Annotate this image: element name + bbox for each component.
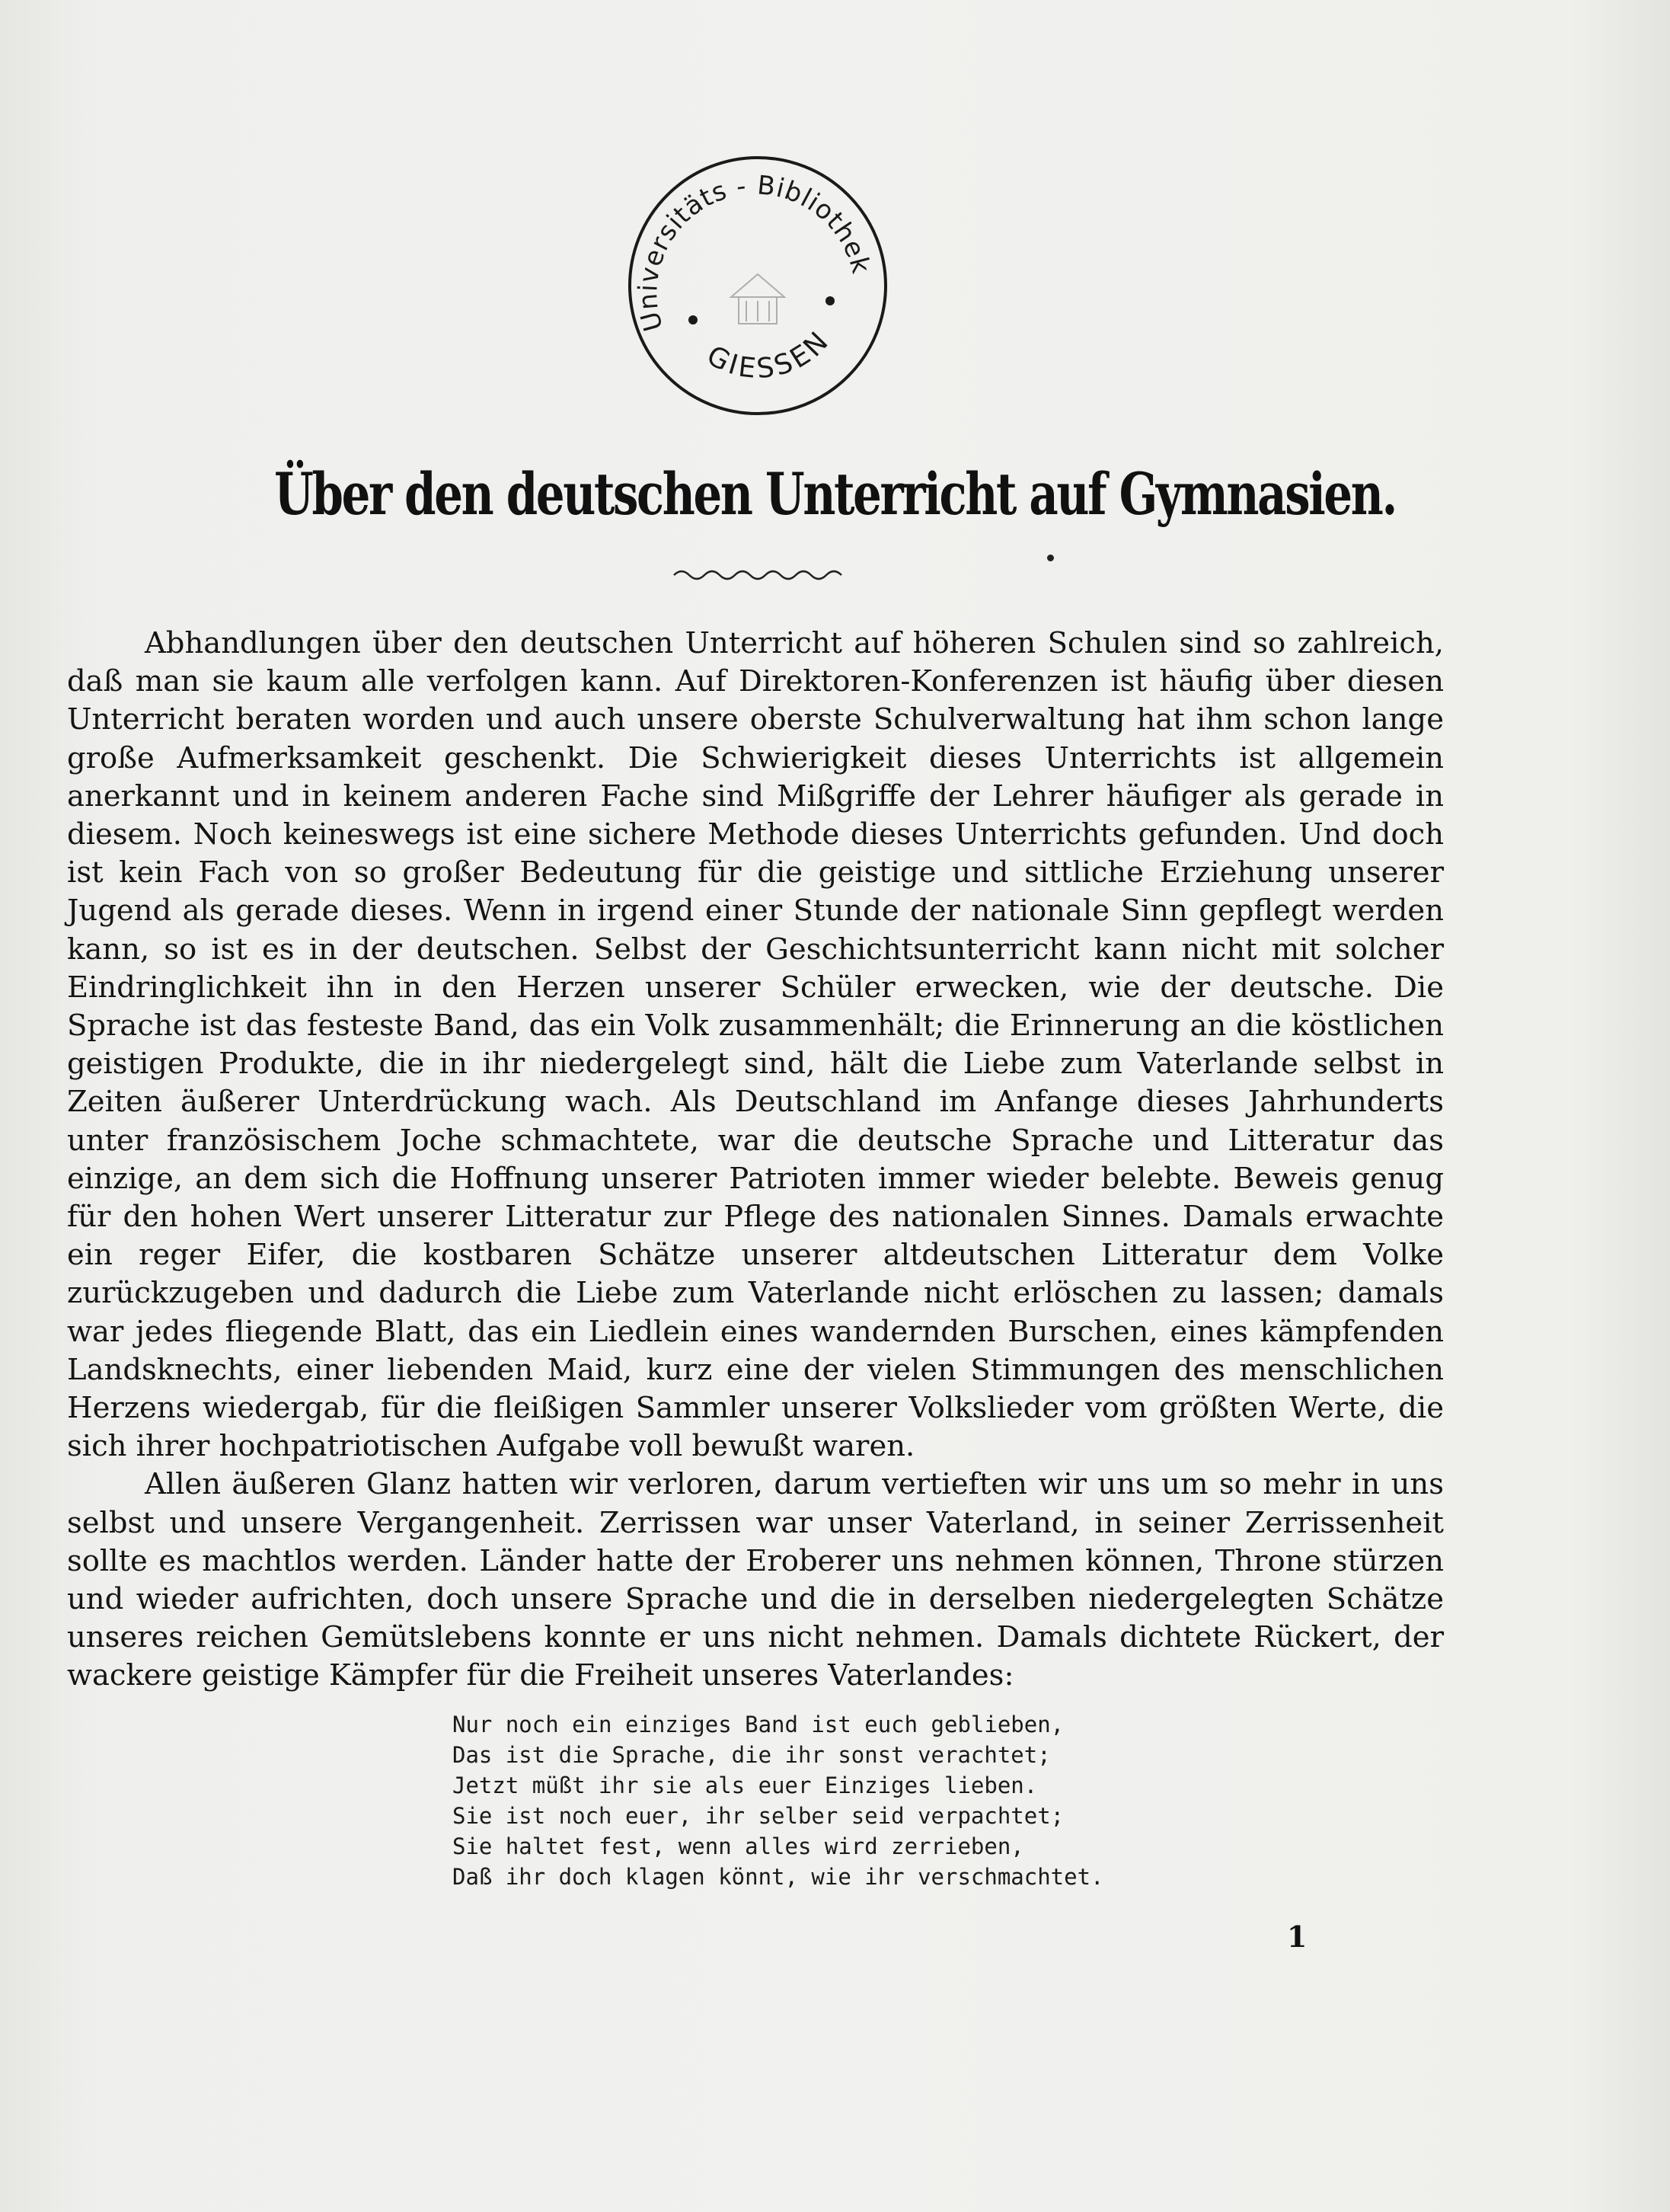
page-title: Über den deutschen Unterricht auf Gymnasien. <box>274 460 1396 528</box>
poem-line: Sie ist noch euer, ihr selber seid verpachtet; <box>452 1803 1065 1829</box>
poem-line: Daß ihr doch klagen könnt, wie ihr verschmachtet. <box>452 1864 1104 1890</box>
svg-text:GIESSEN <box>701 324 836 385</box>
ink-dot <box>1047 555 1054 561</box>
poem-line: Nur noch ein einziges Band ist euch geblieben, <box>452 1712 1065 1737</box>
stamp-city-text: GIESSEN <box>701 324 837 385</box>
poem-line: Sie haltet fest, wenn alles wird zerrieben, <box>452 1833 1024 1859</box>
poem-line: Das ist die Sprache, die ihr sonst verachtet; <box>452 1742 1051 1768</box>
poem-quote <box>452 1709 1104 1892</box>
paragraph: Abhandlungen über den deutschen Unterricht auf höheren Schulen sind so zahlreich, daß man sie kaum alle verfolgen kann. Auf Direktoren-Konferenzen ist häufig über diesen Unterricht beraten worden und auch unsere oberste Schulverwaltung hat ihm schon lange große Aufmerksamkeit geschenkt. Die Schwierigkeit dieses Unterrichts ist allgemein anerkannt und in keinem anderen Fache sind Mißgriffe der Lehrer häufiger als gerade in diesem. Noch keineswegs ist eine sichere Methode dieses Unterrichts gefunden. Und doch ist kein Fach von so großer Bedeutung für die geistige und sittliche Erziehung unserer Jugend als gerade dieses. Wenn in irgend einer Stunde der nationale Sinn gepflegt werden kann, so ist es in der deutschen. Selbst der Geschichtsunterricht kann nicht mit solcher Eindringlichkeit ihn in den Herzen unserer Schüler erwecken, wie der deutsche. Die Sprache ist das festeste Band, das ein Volk zusammenhält; die Erinnerung an die köstlichen geistigen Produkte, die in ihr niedergelegt sind, hält die Liebe zum Vaterlande selbst in Zeiten äußerer Unterdrückung wach. Als Deutschland im Anfange dieses Jahrhunderts unter französischem Joche schmachtete, war die deutsche Sprache und Litteratur das einzige, an dem sich die Hoffnung unserer Patrioten immer wieder belebte. Beweis genug für den hohen Wert unserer Litteratur zur Pflege des nationalen Sinnes. Damals erwachte ein reger Eifer, die kostbaren Schätze unserer altdeutschen Litteratur dem Volke zurückzugeben und dadurch die Liebe zum Vaterlande nicht erlöschen zu lassen; damals war jedes fliegende Blatt, das ein Liedlein eines wandernden Burschen, eines kämpfenden Landsknechts, einer liebenden Maid, kurz eine der vielen Stimmungen des menschlichen Herzens wiedergab, für die fleißigen Sammler unserer Volkslieder vom größten Werte, die sich ihrer hochpatriotischen Aufgabe voll bewußt waren. <box>67 626 1444 1464</box>
library-stamp <box>617 145 899 427</box>
page-number: 1 <box>1287 1920 1308 1954</box>
stamp-seal-icon <box>617 145 899 427</box>
ornament-divider <box>670 564 845 587</box>
poem-line: Jetzt müßt ihr sie als euer Einziges lieben. <box>452 1772 1038 1798</box>
stamp-ring-text: Universitäts - Bibliothek <box>632 170 877 335</box>
paragraph: Allen äußeren Glanz hatten wir verloren, darum vertieften wir uns um so mehr in uns selbst und unsere Vergangenheit. Zerrissen war unser Vaterland, in seiner Zerrissenheit sollte es machtlos werden. Länder hatte der Eroberer uns nehmen können, Throne stürzen und wieder aufrichten, doch unsere Sprache und die in derselben niedergelegten Schätze unseres reichen Gemütslebens konnte er uns nicht nehmen. Damals dichtete Rückert, der wackere geistige Kämpfer für die Freiheit unseres Vaterlandes: <box>67 1467 1444 1693</box>
body-text <box>67 625 1444 1696</box>
